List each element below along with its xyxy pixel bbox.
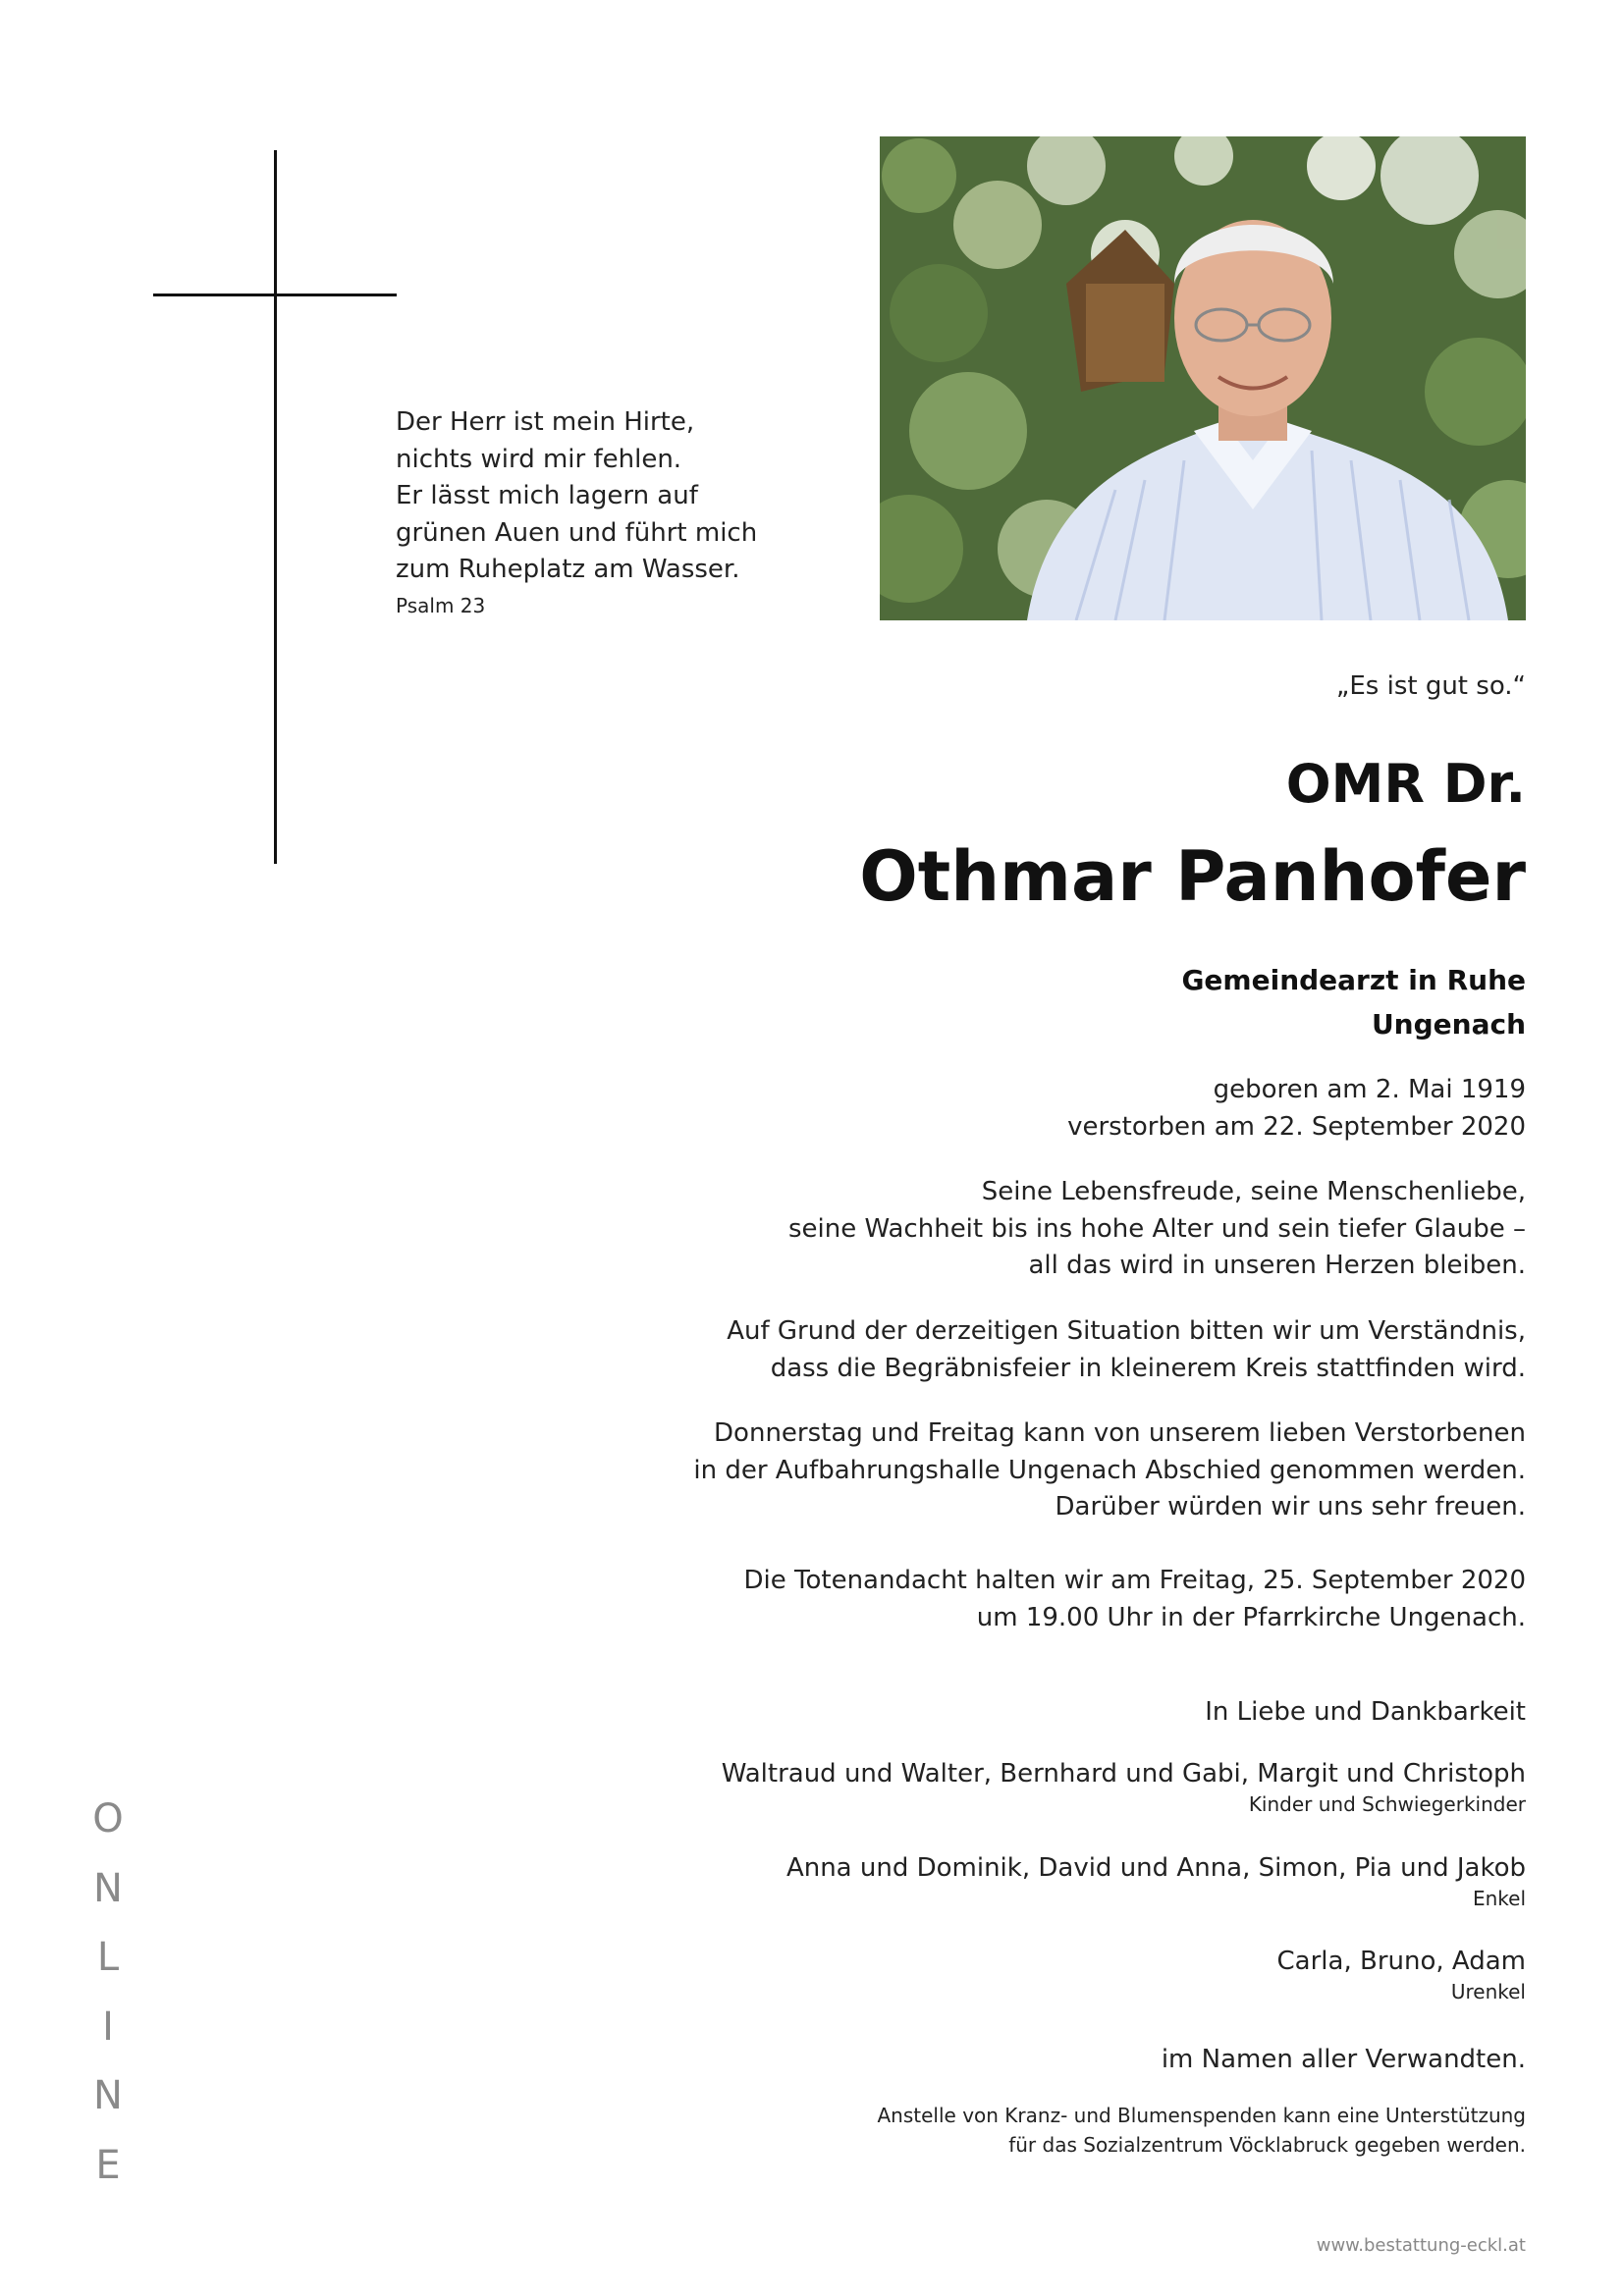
quote: „Es ist gut so.“ bbox=[1335, 671, 1526, 701]
paragraph-line: um 19.00 Uhr in der Pfarrkirche Ungenach. bbox=[976, 1602, 1526, 1632]
psalm-line: Er lässt mich lagern auf bbox=[396, 481, 698, 510]
family-relation: Kinder und Schwiegerkinder bbox=[1248, 1792, 1526, 1816]
paragraph-funeral-notice bbox=[727, 1313, 1526, 1387]
paragraph-prayer-service bbox=[744, 1563, 1526, 1636]
paragraph-line: Donnerstag und Freitag kann von unserem lieben Verstorbenen bbox=[714, 1418, 1526, 1448]
paragraph-viewing bbox=[693, 1415, 1526, 1526]
family-group-children bbox=[722, 1757, 1526, 1818]
online-letter: E bbox=[95, 2142, 121, 2188]
closing-line: In Liebe und Dankbarkeit bbox=[1205, 1697, 1526, 1727]
family-relation: Enkel bbox=[1472, 1887, 1526, 1910]
cross-horizontal-bar bbox=[153, 294, 397, 296]
role-line: Gemeindearzt in Ruhe bbox=[1181, 964, 1526, 996]
role-line: Ungenach bbox=[1371, 1008, 1526, 1041]
psalm-line: Der Herr ist mein Hirte, bbox=[396, 407, 695, 437]
paragraph-line: Die Totenandacht halten wir am Freitag, 25. September 2020 bbox=[743, 1566, 1526, 1595]
donation-note bbox=[878, 2101, 1527, 2160]
deceased-title: OMR Dr. bbox=[1285, 753, 1526, 815]
online-letter: O bbox=[92, 1796, 124, 1842]
paragraph-line: Auf Grund der derzeitigen Situation bitten wir um Verständnis, bbox=[727, 1316, 1526, 1346]
online-letter: L bbox=[96, 1935, 120, 1980]
deceased-name: Othmar Panhofer bbox=[859, 836, 1526, 917]
psalm-line: grünen Auen und führt mich bbox=[396, 517, 758, 548]
birth-date: geboren am 2. Mai 1919 bbox=[1213, 1075, 1526, 1104]
family-names: Carla, Bruno, Adam bbox=[1276, 1947, 1526, 1976]
note-line: für das Sozialzentrum Vöcklabruck gegeben werden. bbox=[1008, 2133, 1526, 2157]
on-behalf-line: im Namen aller Verwandten. bbox=[1161, 2045, 1526, 2074]
paragraph-line: seine Wachheit bis ins hohe Alter und sein tiefer Glaube – bbox=[787, 1213, 1526, 1244]
paragraph-line: dass die Begräbnisfeier in kleinerem Kreis stattfinden wird. bbox=[770, 1353, 1526, 1383]
cross-vertical-bar bbox=[274, 150, 277, 864]
paragraph-line: all das wird in unseren Herzen bleiben. bbox=[1028, 1251, 1526, 1280]
paragraph-line: Seine Lebensfreude, seine Menschenliebe, bbox=[981, 1177, 1526, 1206]
family-group-grandchildren bbox=[786, 1851, 1526, 1912]
family-names: Anna und Dominik, David und Anna, Simon, Pia und Jakob bbox=[785, 1853, 1526, 1883]
online-letter: I bbox=[102, 2003, 114, 2050]
portrait-photo bbox=[880, 136, 1526, 620]
note-line: Anstelle von Kranz- und Blumenspenden kann eine Unterstützung bbox=[877, 2104, 1526, 2127]
paragraph-line: in der Aufbahrungshalle Ungenach Abschied genommen werden. bbox=[693, 1455, 1526, 1485]
online-letter: N bbox=[93, 1865, 123, 1911]
death-date: verstorben am 22. September 2020 bbox=[1067, 1111, 1526, 1142]
paragraph-tribute bbox=[788, 1174, 1526, 1285]
psalm-line: nichts wird mir fehlen. bbox=[396, 444, 682, 474]
psalm-line: zum Ruheplatz am Wasser. bbox=[396, 555, 740, 584]
family-relation: Urenkel bbox=[1450, 1980, 1526, 2003]
psalm-block bbox=[396, 404, 788, 620]
life-dates bbox=[1067, 1072, 1526, 1146]
online-vertical-label bbox=[88, 1785, 128, 2200]
family-group-great-grandchildren bbox=[1277, 1945, 1526, 2005]
deceased-role bbox=[1181, 958, 1526, 1046]
paragraph-line: Darüber würden wir uns sehr freuen. bbox=[1055, 1492, 1526, 1522]
psalm-reference: Psalm 23 bbox=[396, 593, 486, 617]
family-names: Waltraud und Walter, Bernhard und Gabi, Margit und Christoph bbox=[721, 1759, 1526, 1789]
online-letter: N bbox=[93, 2073, 123, 2118]
website-link[interactable]: www.bestattung-eckl.at bbox=[1316, 2235, 1526, 2256]
